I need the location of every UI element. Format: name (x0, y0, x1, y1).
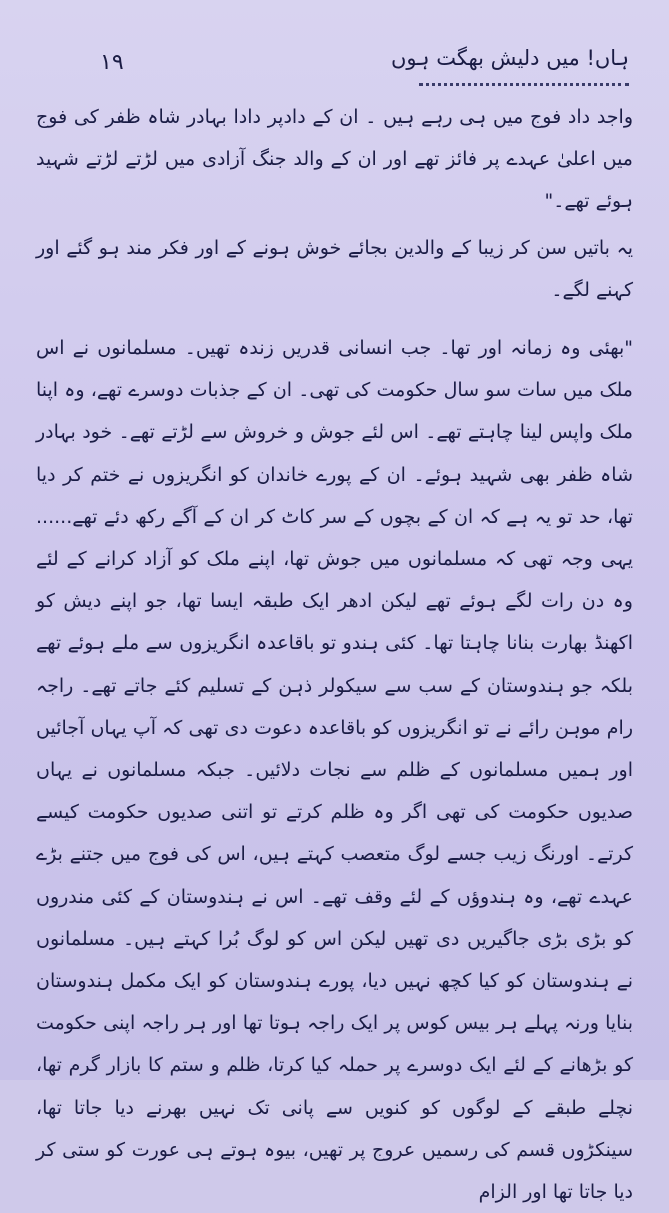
paragraph-2: یہ باتیں سن کر زیبا کے والدین بجائے خوش ہونے کے اور فکر مند ہو گئے اور کہنے لگے۔ (36, 236, 633, 301)
header-dotted-rule (419, 83, 629, 86)
page-body (36, 96, 633, 1213)
paragraph-3: "بھئی وہ زمانہ اور تھا۔ جب انسانی قدریں زندہ تھیں۔ مسلمانوں نے اس ملک میں سات سو سال حکومت کی تھی۔ ان کے جذبات دوسرے تھے، وہ اپنا ملک واپس لینا چاہتے تھے۔ اس لئے جوش و خروش سے لڑتے تھے۔ خود بہادر شاہ ظفر بھی شہید ہوئے۔ ان کے پورے خاندان کو انگریزوں نے ختم کر دیا تھا، حد تو یہ ہے کہ ان کے بچوں کے سر کاٹ کر ان کے آگے رکھ دئے تھے...... یہی وجہ تھی کہ مسلمانوں میں جوش تھا، اپنے ملک کو آزاد کرانے کے لئے وہ دن رات لگے ہوئے تھے لیکن ادھر ایک طبقہ ایسا تھا، جو اپنے دیش کو اکھنڈ بھارت بنانا چاہتا تھا۔ کئی ہندو تو باقاعدہ انگریزوں سے ملے ہوئے تھے بلکہ جو ہندوستان کے سب سے سیکولر ذہن کے تسلیم کئے جاتے تھے۔ راجہ رام موہن رائے نے تو انگریزوں کو باقاعدہ دعوت دی تھی کہ آپ یہاں آجائیں اور ہمیں مسلمانوں کے ظلم سے نجات دلائیں۔ جبکہ مسلمانوں نے یہاں صدیوں حکومت کی تھی اگر وہ ظلم کرتے تو اتنی صدیوں حکومت کیسے کرتے۔ اورنگ زیب جسے لوگ متعصب کہتے ہیں، اس کی فوج میں جتنے بڑے عہدے تھے، وہ ہندوؤں کے لئے وقف تھے۔ اس نے ہندوستان کے کئی مندروں کو بڑی بڑی جاگیریں دی تھیں لیکن اس کو لوگ بُرا کہتے ہیں۔ مسلمانوں نے ہندوستان کو کیا کچھ نہیں دیا، پورے ہندوستان کو ایک مکمل ہندوستان بنایا ورنہ پہلے ہر بیس کوس پر ایک راجہ ہوتا تھا اور ہر راجہ اپنی حکومت کو بڑھانے کے لئے ایک دوسرے پر حملہ کیا کرتا، ظلم و ستم کا بازار گرم تھا، نچلے طبقے کے لوگوں کو کنویں سے پانی تک نہیں بھرنے دیا جاتا تھا، سینکڑوں قسم کی رسمیں عروج پر تھیں، بیوہ ہوتے ہی عورت کو ستی کر دیا جاتا تھا اور الزام (36, 337, 633, 1204)
paragraph-1: واجد داد فوج میں ہی رہے ہیں ۔ ان کے دادپر دادا بہادر شاہ ظفر کی فوج میں اعلیٰ عہدے پر فائز تھے اور ان کے والد جنگ آزادی میں لڑتے لڑتے شہید ہوئے تھے۔" (36, 106, 633, 213)
page-number: ۱۹ (100, 50, 124, 75)
running-title: ہاں! میں دلیش بھگت ہوں (391, 46, 629, 70)
page-header (40, 40, 629, 86)
